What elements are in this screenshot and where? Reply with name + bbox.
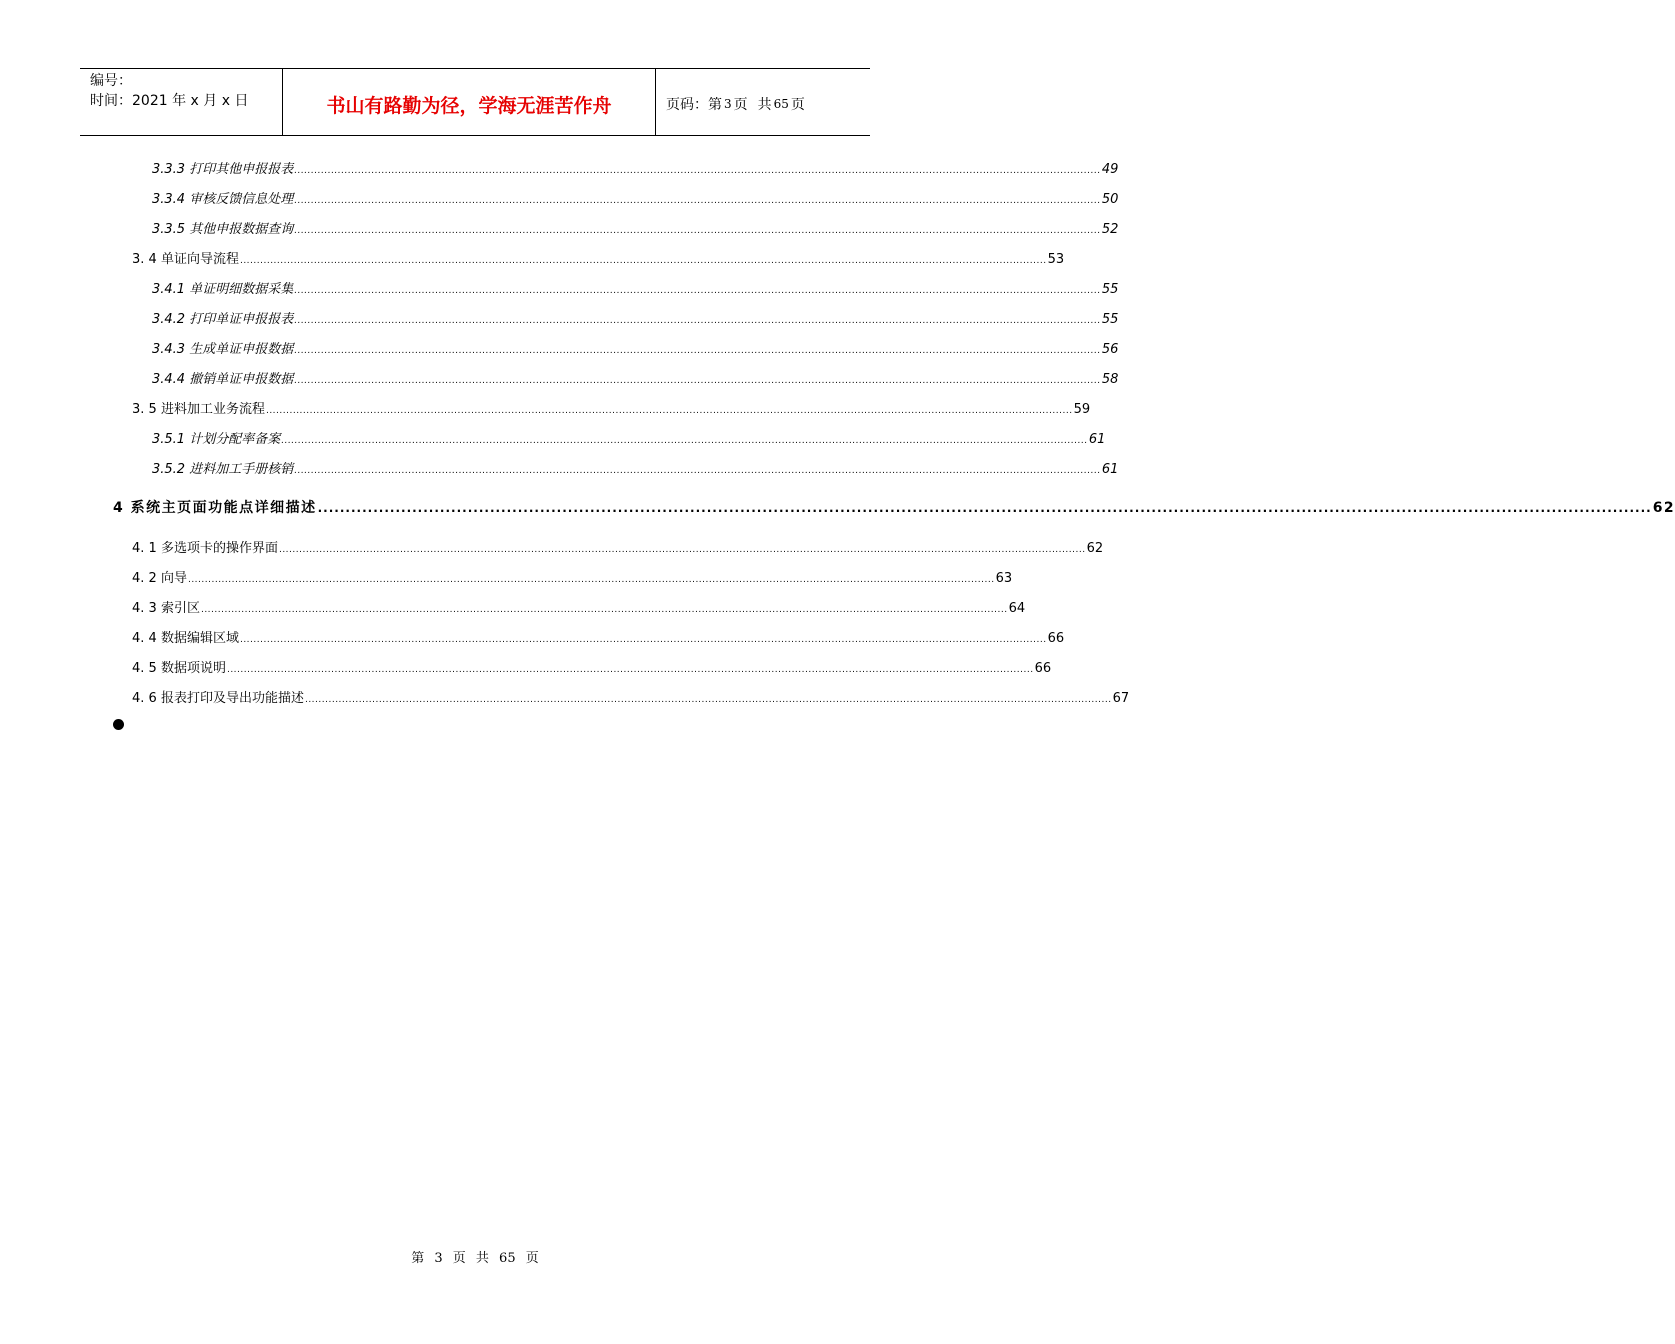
toc-leader: ................................................................................................................................................................................................................................................ [265, 406, 1073, 416]
toc-entry-page: 66 [1034, 661, 1052, 676]
toc-entry-chapter[interactable] [113, 497, 1675, 519]
toc-leader: ................................................................................................................................................................................................................................................ [294, 196, 1101, 206]
header-meta [80, 69, 282, 135]
toc-entry[interactable] [152, 308, 1119, 330]
toc-entry-page: 53 [1047, 252, 1065, 267]
toc-entry-title: 4. 3 索引区 [132, 601, 200, 616]
toc-entry-title: 3.3.5 其他申报数据查询 [152, 222, 294, 237]
toc-entry-title: 3.5.1 计划分配率备案 [152, 432, 281, 447]
toc-entry[interactable] [152, 458, 1119, 480]
toc-entry-page: 61 [1101, 462, 1119, 477]
toc-entry-title: 4. 2 向导 [132, 571, 187, 586]
header-motto: 书山有路勤为径，学海无涯苦作舟 [282, 69, 656, 135]
bullet-icon [113, 719, 124, 730]
toc-entry-title: 3.3.3 打印其他申报报表 [152, 162, 294, 177]
toc-entry-title: 4. 5 数据项说明 [132, 661, 226, 676]
toc-leader: ................................................................................................................................................................................................................................................ [187, 575, 995, 585]
page-total-prefix: 共 [757, 97, 772, 113]
toc-entry-page: 61 [1088, 432, 1106, 447]
toc-entry[interactable] [152, 158, 1119, 180]
toc-entry-page: 55 [1101, 312, 1119, 327]
toc-leader: ................................................................................................................................................................................................................................................ [294, 376, 1101, 386]
toc-leader: ................................................................................................................................................................................................................................................ [294, 166, 1101, 176]
page-suffix: 页 [790, 97, 805, 113]
toc-leader: ................................................................................................................................................................................................................................................ [278, 545, 1086, 555]
toc-entry-title: 3. 4 单证向导流程 [132, 252, 239, 267]
page-footer: 第 3 页 共 65 页 [411, 1251, 539, 1266]
toc-entry-title: 4. 4 数据编辑区域 [132, 631, 239, 646]
toc-entry-title: 3.4.4 撤销单证申报数据 [152, 372, 294, 387]
toc-entry[interactable] [152, 218, 1119, 240]
toc-entry[interactable] [132, 627, 1065, 649]
toc-leader: ................................................................................................................................................................................................................................................ [294, 316, 1101, 326]
toc-entry[interactable] [132, 398, 1091, 420]
toc-entry-page: 58 [1101, 372, 1119, 387]
toc-entry-title: 4. 1 多选项卡的操作界面 [132, 541, 278, 556]
number-label: 编号： [90, 73, 132, 89]
toc-entry-page: 63 [995, 571, 1013, 586]
page-prefix: 页码：第 [666, 97, 722, 113]
toc-entry-title: 3. 5 进料加工业务流程 [132, 402, 265, 417]
toc-entry-page: 50 [1101, 192, 1119, 207]
toc-entry-title: 3.4.3 生成单证申报数据 [152, 342, 294, 357]
page-total: 65 [773, 97, 789, 111]
toc-leader: ................................................................................................................................................................................................................................................ [294, 346, 1101, 356]
toc-leader: ................................................................................................................................................................................................................................................ [200, 605, 1008, 615]
toc-leader: ................................................................................................................................................................................................................................................ [239, 635, 1047, 645]
toc-entry[interactable] [132, 657, 1052, 679]
toc-entry[interactable] [152, 428, 1106, 450]
toc-entry-page: 62 [1652, 500, 1675, 516]
toc-entry[interactable] [152, 368, 1119, 390]
toc-leader: ................................................................................................................................................................................................................................................ [304, 695, 1112, 705]
toc-entry-page: 56 [1101, 342, 1119, 357]
header-page-info [656, 69, 870, 135]
toc-entry-title: 4. 6 报表打印及导出功能描述 [132, 691, 304, 706]
page-header [80, 68, 870, 136]
page-mid: 页 [733, 97, 748, 113]
toc-entry[interactable] [132, 597, 1026, 619]
toc-entry-page: 64 [1008, 601, 1026, 616]
toc-entry[interactable] [152, 188, 1119, 210]
toc-entry[interactable] [132, 537, 1104, 559]
toc-entry-page: 52 [1101, 222, 1119, 237]
toc-leader: ................................................................................................................................................................................................................................................ [226, 665, 1034, 675]
toc-entry[interactable] [132, 567, 1013, 589]
toc-entry-title: 3.3.4 审核反馈信息处理 [152, 192, 294, 207]
toc-leader: ................................................................................................................................................................................................................................................ [239, 256, 1047, 266]
toc-entry-title: 3.4.1 单证明细数据采集 [152, 282, 294, 297]
toc-entry-page: 49 [1101, 162, 1119, 177]
page-current: 3 [724, 97, 732, 111]
toc-entry-page: 62 [1086, 541, 1104, 556]
toc-entry[interactable] [132, 687, 1130, 709]
toc-entry-title: 3.4.2 打印单证申报报表 [152, 312, 294, 327]
toc-leader: ................................................................................................................................................................................................................................................ [317, 501, 1652, 515]
toc-leader: ................................................................................................................................................................................................................................................ [294, 286, 1101, 296]
toc-leader: ................................................................................................................................................................................................................................................ [281, 436, 1088, 446]
toc-entry[interactable] [152, 278, 1119, 300]
toc-leader: ................................................................................................................................................................................................................................................ [294, 226, 1101, 236]
toc-entry[interactable] [132, 248, 1065, 270]
toc-entry[interactable] [152, 338, 1119, 360]
toc-entry-title: 3.5.2 进料加工手册核销 [152, 462, 294, 477]
toc-leader: ................................................................................................................................................................................................................................................ [294, 466, 1101, 476]
toc-entry-page: 66 [1047, 631, 1065, 646]
toc-entry-page: 55 [1101, 282, 1119, 297]
toc-entry-title: 4 系统主页面功能点详细描述 [113, 500, 317, 516]
time-label: 时间：2021 年 x 月 x 日 [90, 93, 249, 109]
toc-entry-page: 59 [1073, 402, 1091, 417]
toc-entry-page: 67 [1112, 691, 1130, 706]
